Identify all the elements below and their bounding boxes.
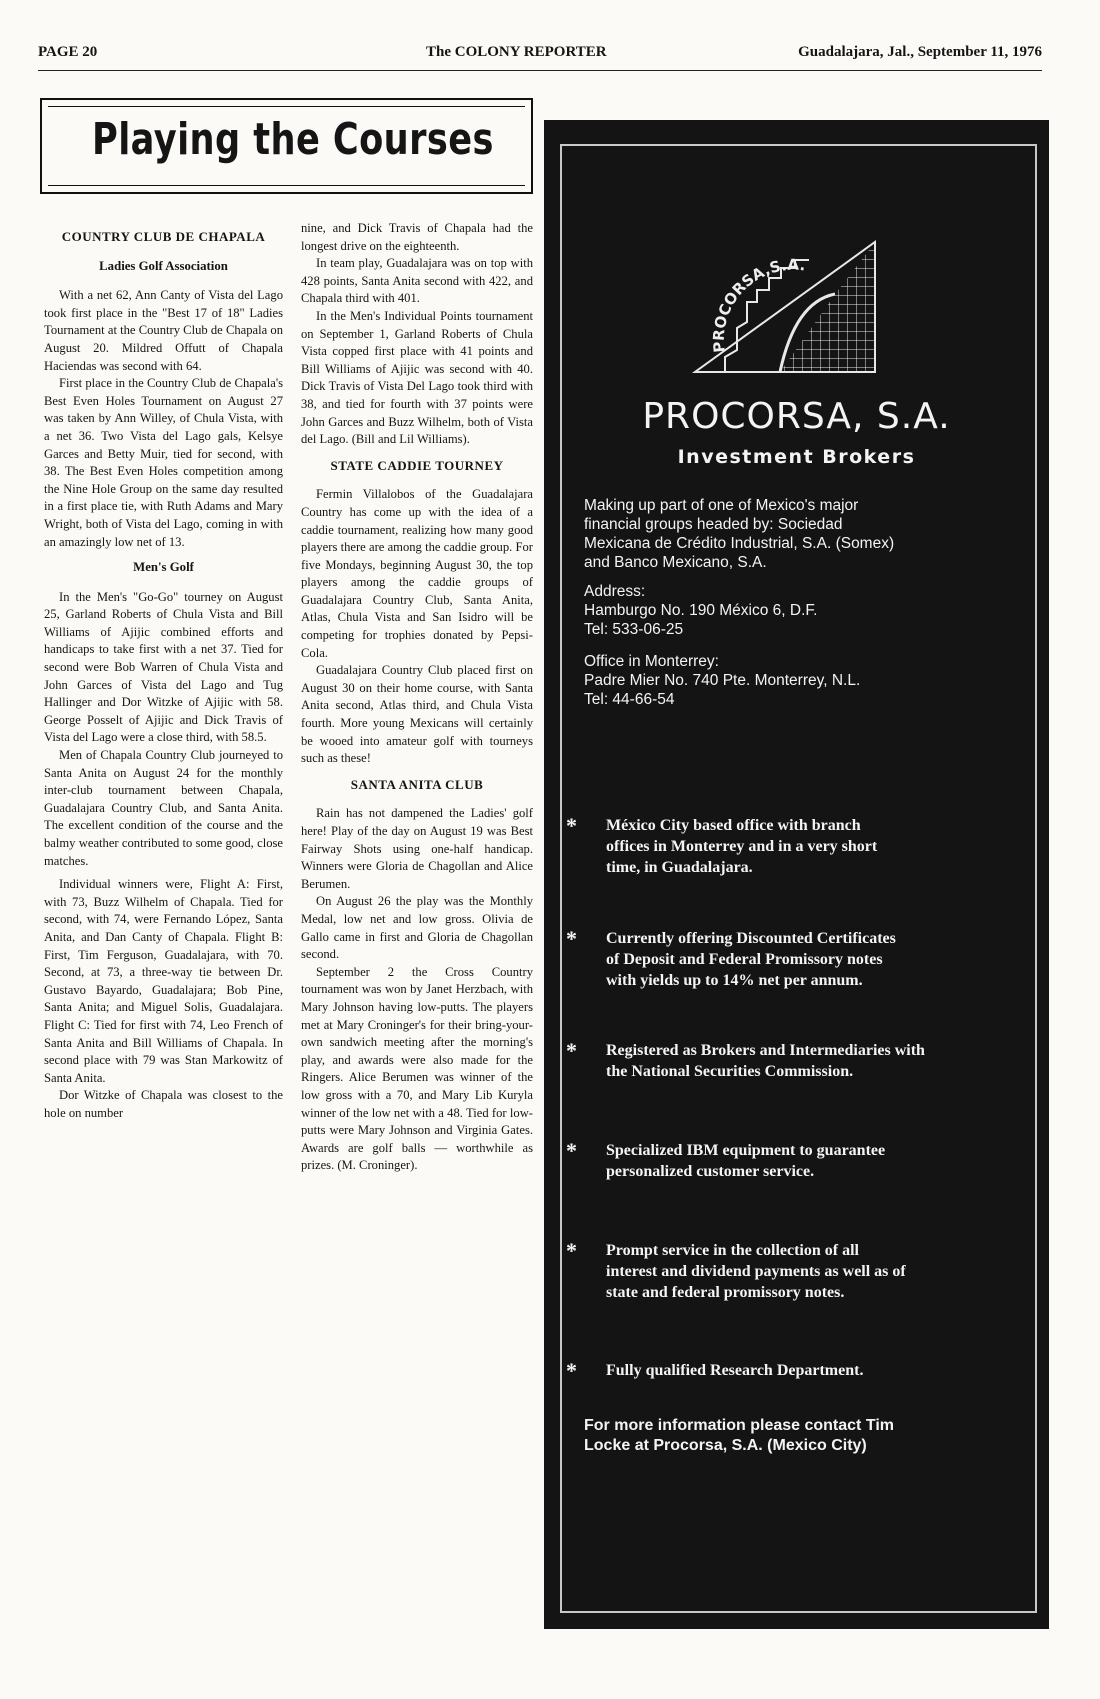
ad-bullet: [566, 1040, 1006, 1082]
bullet-line: Fully qualified Research Department.: [606, 1362, 864, 1379]
paragraph: nine, and Dick Travis of Chapala had the longest drive on the eighteenth.: [301, 221, 533, 253]
office-label: Office in Monterrey:: [584, 653, 719, 670]
ad-bullet: [566, 1240, 1006, 1303]
logo-arc-text: PROCORSA,S.A.: [709, 255, 807, 354]
headline: Playing the Courses: [92, 114, 494, 165]
contact-line: For more information please contact Tim: [584, 1417, 894, 1434]
paragraph: In the Men's Individual Points tournament on September 1, Garland Roberts of Chula Vista copped first place with 41 points and Bill Williams of Ajijic was second with 40. Dick Travis of Vista Del Lago took third with 38, and tied for fourth with 37 points were John Garces and Buzz Wilhelm, both of Vista del Lago. (Bill and Lil Williams).: [301, 308, 533, 447]
procorsa-advertisement: [544, 120, 1049, 1629]
section-heading-santa-anita: SANTA ANITA CLUB: [350, 776, 484, 792]
paragraph: In team play, Guadalajara was on top with 428 points, Santa Anita second with 422, and Chapala third with 401.: [301, 256, 533, 306]
paragraph: Fermin Villalobos of the Guadalajara Country has come up with the idea of a caddie tournament, realizing how many good players there are among the caddie group. For five Mondays, beginning August 30, the top players among the caddie groups of Guadalajara Country Club, Santa Anita, Atlas, Chula Vista and San Isidro will be competing for trophies donated by Pepsi-Cola.: [301, 487, 533, 660]
ad-bullet: [566, 1140, 1006, 1182]
bullet-line: with yields up to 14% net per annum.: [606, 972, 863, 989]
paragraph: First place in the Country Club de Chapala's Best Even Holes Tournament on August 27 was taken by Ann Willey, of Chula Vista, with a net 36. Two Vista del Lago gals, Kelsye Garces and Betty Muir, tied for second, with 38. The Best Even Holes competition among the Nine Hole Group on the same day resulted in a first place tie, with Ruth Adams and Mary Wright, both of Vista del Lago, coming in with an amazingly low net of 13.: [44, 376, 283, 549]
asterisk-icon: *: [566, 1238, 577, 1263]
dateline: Guadalajara, Jal., September 11, 1976: [798, 44, 1042, 60]
paragraph: In the Men's "Go-Go" tourney on August 25, Garland Roberts of Chula Vista and Bill Williams of Ajijic combined efforts and handicaps to take first with a net 37. Tied for second were Bob Warren of Chula Vista and John Garces of Vista del Lago and Tug Hallinger and Dor Witzke of Ajijic with 58. George Posselt of Ajijic and Dick Travis of Vista del Lago were a close third, with 58.5.: [44, 589, 283, 745]
ad-intro: [584, 496, 1014, 572]
asterisk-icon: *: [566, 1358, 577, 1383]
bullet-line: personalized customer service.: [606, 1163, 815, 1180]
bullet-line: of Deposit and Federal Promissory notes: [606, 951, 883, 968]
asterisk-icon: *: [566, 1138, 577, 1163]
paragraph: On August 26 the play was the Monthly Medal, low net and low gross. Olivia de Gallo came in first and Gloria de Chagollan second.: [301, 894, 533, 962]
procorsa-logo-icon: [685, 232, 885, 382]
ad-office: [584, 652, 1014, 709]
bullet-line: time, in Guadalajara.: [606, 859, 753, 876]
bullet-line: offices in Monterrey and in a very short: [606, 838, 878, 855]
ad-address: [584, 582, 1014, 639]
bullet-line: Registered as Brokers and Intermediaries with: [606, 1042, 925, 1059]
headline-box: [40, 98, 533, 194]
paragraph: Dor Witzke of Chapala was closest to the hole on number: [44, 1088, 283, 1120]
intro-line: financial groups headed by: Sociedad: [584, 516, 843, 533]
office-phone: Tel: 44-66-54: [584, 691, 675, 708]
address-phone: Tel: 533-06-25: [584, 621, 684, 638]
article-column-1: [44, 220, 283, 1123]
asterisk-icon: *: [566, 926, 577, 951]
paragraph: Rain has not dampened the Ladies' golf here! Play of the day on August 19 was Best Fairway Shots using one-half handicap. Winners were Gloria de Chagollan and Alice Berumen.: [301, 806, 533, 891]
ad-contact: [584, 1416, 1014, 1456]
ad-bullet: [566, 815, 1006, 878]
intro-line: Mexicana de Crédito Industrial, S.A. (Somex): [584, 535, 895, 552]
bullet-line: Prompt service in the collection of all: [606, 1242, 859, 1259]
asterisk-icon: *: [566, 813, 577, 838]
ad-bullet: [566, 928, 1006, 991]
bullet-line: interest and dividend payments as well as of: [606, 1263, 906, 1280]
bullet-line: México City based office with branch: [606, 817, 861, 834]
article-column-2: [301, 220, 533, 1175]
address-line: Hamburgo No. 190 México 6, D.F.: [584, 602, 818, 619]
paragraph: Men of Chapala Country Club journeyed to Santa Anita on August 24 for the monthly inter-club tournament between Chapala, Guadalajara Country Club, and Santa Anita. The excellent condition of the course and the balmy weather contributed to some good, close matches.: [44, 748, 283, 868]
intro-line: Making up part of one of Mexico's major: [584, 497, 859, 514]
ad-bullet: [566, 1360, 1006, 1381]
intro-line: and Banco Mexicano, S.A.: [584, 554, 767, 571]
bullet-line: state and federal promissory notes.: [606, 1284, 845, 1301]
asterisk-icon: *: [566, 1038, 577, 1063]
paragraph: Individual winners were, Flight A: First, with 73, Buzz Wilhelm of Chapala. Tied for second, with 74, were Fernando López, Santa Anita, and Dan Canty of Chapala. Flight B: First, Tim Ferguson, Guadalajara, with 70. Second, at 73, a three-way tie between Dr. Gustavo Bayardo, Guadalajara; Bob Pine, Santa Anita; and Miguel Solis, Guadalajara. Flight C: Tied for first with 74, Leo French of Santa Anita and Bill Williams of Chapala. In second place with 79 was Stan Markowitz of Santa Anita.: [44, 877, 283, 1085]
page-number: PAGE 20: [38, 44, 98, 60]
address-label: Address:: [584, 583, 646, 600]
bullet-line: Specialized IBM equipment to guarantee: [606, 1142, 886, 1159]
contact-line: Locke at Procorsa, S.A. (Mexico City): [584, 1437, 867, 1454]
newspaper-name: The COLONY REPORTER: [426, 44, 607, 60]
masthead: [38, 40, 1042, 70]
section-heading-caddie-tourney: STATE CADDIE TOURNEY: [330, 457, 504, 473]
paragraph: With a net 62, Ann Canty of Vista del Lago took first place in the "Best 17 of 18" Ladies Tournament at the Country Club de Chapala on August 20. Mildred Offutt of Chapala Haciendas was second with 64.: [44, 288, 283, 373]
paragraph: September 2 the Cross Country tournament was won by Janet Herzbach, with Mary Johnson having low-putts. The players met at Mary Croninger's for their bring-your-own sandwich meeting after the morning's play, and awards were also made for the Ringers. Alice Berumen was winner of the low gross with a 70, and Mary Lib Kuryla winner of the low net with a 48. Tied for low-putts were Mary Johnson and Virginia Gates. Awards are golf balls — worthwhile as prizes. (M. Croninger).: [301, 964, 533, 1173]
subheading-ladies-golf: Ladies Golf Association: [99, 258, 228, 273]
bullet-line: the National Securities Commission.: [606, 1063, 854, 1080]
paragraph: Guadalajara Country Club placed first on August 30 on their home course, with Santa Anita second, Atlas third, and Chula Vista fourth. More young Mexicans will certainly be wooed into amateur golf with tourneys such as these!: [301, 663, 533, 766]
company-name: PROCORSA, S.A.: [642, 396, 951, 437]
masthead-rule: [38, 70, 1042, 71]
section-heading-country-club: COUNTRY CLUB DE CHAPALA: [61, 229, 266, 244]
bullet-line: Currently offering Discounted Certificates: [606, 930, 896, 947]
office-address: Padre Mier No. 740 Pte. Monterrey, N.L.: [584, 672, 861, 689]
company-tagline: Investment Brokers: [677, 446, 916, 468]
subheading-mens-golf: Men's Golf: [133, 560, 194, 575]
